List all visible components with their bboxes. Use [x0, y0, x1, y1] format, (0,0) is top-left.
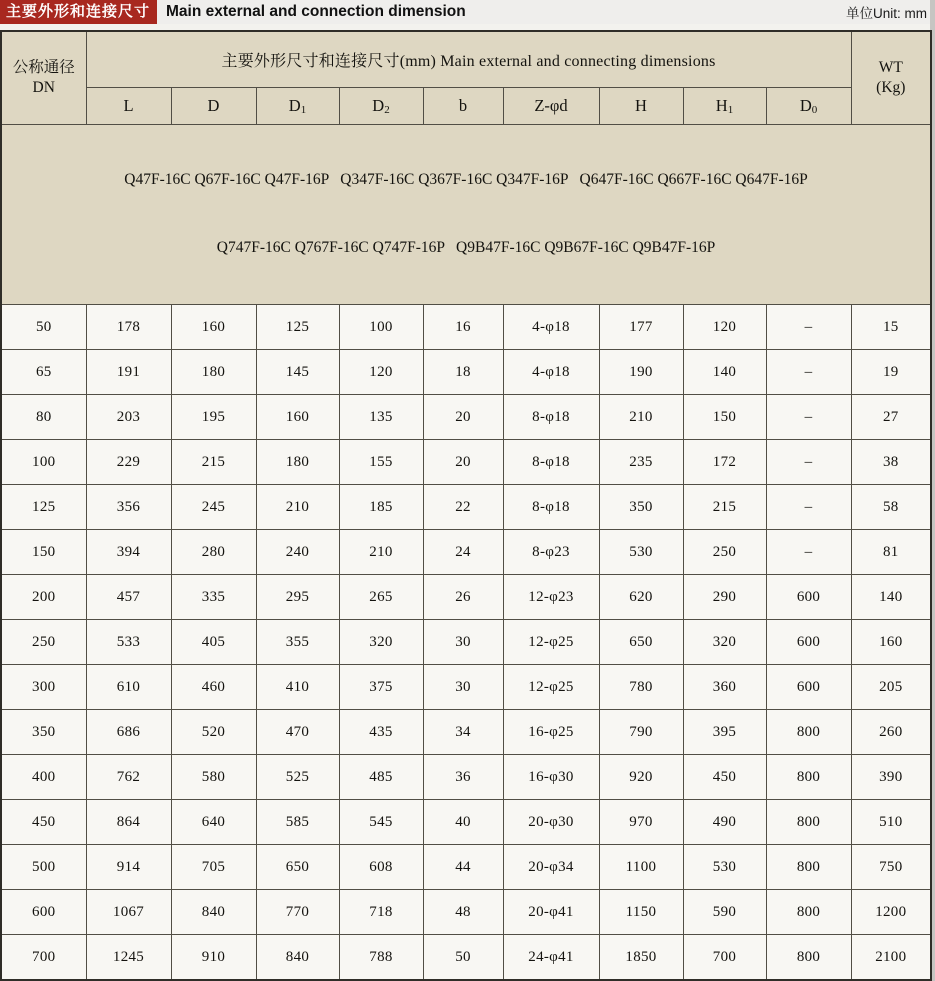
cell-b: 20: [423, 440, 503, 485]
column-header-zphid: Z-φd: [503, 87, 599, 124]
cell-d: 180: [171, 350, 256, 395]
cell-d: 335: [171, 575, 256, 620]
cell-z-phi-d: 8-φ23: [503, 530, 599, 575]
cell-d0: –: [766, 350, 851, 395]
cell-dn: 500: [1, 845, 86, 890]
cell-h1: 172: [683, 440, 766, 485]
cell-wt: 27: [851, 395, 931, 440]
cell-d1: 355: [256, 620, 339, 665]
model-codes-cell: [1, 124, 931, 305]
cell-d2: 788: [339, 935, 423, 980]
cell-d2: 185: [339, 485, 423, 530]
wt-unit-label: (Kg): [876, 78, 906, 96]
cell-z-phi-d: 20-φ41: [503, 890, 599, 935]
cell-h1: 490: [683, 800, 766, 845]
cell-d0: 600: [766, 665, 851, 710]
cell-d0: 600: [766, 575, 851, 620]
cell-z-phi-d: 20-φ30: [503, 800, 599, 845]
cell-d: 705: [171, 845, 256, 890]
cell-d0: 800: [766, 710, 851, 755]
cell-h: 650: [599, 620, 683, 665]
cell-d1: 210: [256, 485, 339, 530]
cell-d: 640: [171, 800, 256, 845]
cell-d2: 320: [339, 620, 423, 665]
cell-l: 203: [86, 395, 171, 440]
cell-d: 245: [171, 485, 256, 530]
cell-z-phi-d: 4-φ18: [503, 305, 599, 350]
cell-d1: 160: [256, 395, 339, 440]
cell-dn: 65: [1, 350, 86, 395]
cell-h1: 120: [683, 305, 766, 350]
cell-dn: 150: [1, 530, 86, 575]
cell-d0: 800: [766, 800, 851, 845]
title-bar: [0, 0, 930, 24]
cell-l: 178: [86, 305, 171, 350]
column-header-d0: $D_0$: [766, 87, 851, 124]
cell-d: 580: [171, 755, 256, 800]
cell-dn: 80: [1, 395, 86, 440]
cell-l: 457: [86, 575, 171, 620]
cell-b: 26: [423, 575, 503, 620]
cell-h: 970: [599, 800, 683, 845]
cell-z-phi-d: 8-φ18: [503, 440, 599, 485]
cell-d0: –: [766, 530, 851, 575]
cell-h: 920: [599, 755, 683, 800]
cell-h: 350: [599, 485, 683, 530]
column-header-d1: $D_1$: [256, 87, 339, 124]
unit-label: 单位Unit: mm: [846, 6, 927, 21]
cell-d2: 135: [339, 395, 423, 440]
cell-d2: 608: [339, 845, 423, 890]
dn-label-en: DN: [32, 78, 55, 96]
table-row: [1, 440, 931, 485]
cell-b: 20: [423, 395, 503, 440]
cell-d0: 800: [766, 845, 851, 890]
cell-d: 215: [171, 440, 256, 485]
cell-d1: 295: [256, 575, 339, 620]
cell-wt: 140: [851, 575, 931, 620]
cell-dn: 400: [1, 755, 86, 800]
cell-d: 460: [171, 665, 256, 710]
cell-h: 210: [599, 395, 683, 440]
cell-d: 195: [171, 395, 256, 440]
wt-label: WT: [878, 59, 903, 77]
cell-d: 280: [171, 530, 256, 575]
cell-wt: 2100: [851, 935, 931, 980]
cell-wt: 15: [851, 305, 931, 350]
cell-d2: 435: [339, 710, 423, 755]
cell-dn: 350: [1, 710, 86, 755]
cell-h1: 395: [683, 710, 766, 755]
cell-d2: 485: [339, 755, 423, 800]
cell-b: 40: [423, 800, 503, 845]
cell-dn: 200: [1, 575, 86, 620]
table-row: [1, 350, 931, 395]
column-header-group: 主要外形尺寸和连接尺寸(mm) Main external and connecting dimensions: [86, 31, 851, 87]
cell-h: 1150: [599, 890, 683, 935]
header-row-columns: [1, 87, 931, 124]
cell-z-phi-d: 24-φ41: [503, 935, 599, 980]
cell-z-phi-d: 20-φ34: [503, 845, 599, 890]
cell-h1: 590: [683, 890, 766, 935]
cell-d1: 410: [256, 665, 339, 710]
table-row: [1, 485, 931, 530]
table-row: [1, 800, 931, 845]
cell-d2: 265: [339, 575, 423, 620]
cell-dn: 100: [1, 440, 86, 485]
cell-wt: 38: [851, 440, 931, 485]
cell-h: 530: [599, 530, 683, 575]
cell-d: 405: [171, 620, 256, 665]
cell-h: 177: [599, 305, 683, 350]
cell-h: 235: [599, 440, 683, 485]
table-row: [1, 890, 931, 935]
cell-b: 16: [423, 305, 503, 350]
cell-d: 160: [171, 305, 256, 350]
header-row-group: [1, 31, 931, 87]
column-header-wt: [851, 31, 931, 124]
table-row: [1, 665, 931, 710]
cell-wt: 510: [851, 800, 931, 845]
table-row: [1, 845, 931, 890]
cell-h1: 530: [683, 845, 766, 890]
cell-h: 790: [599, 710, 683, 755]
cell-wt: 160: [851, 620, 931, 665]
cell-wt: 1200: [851, 890, 931, 935]
cell-d2: 155: [339, 440, 423, 485]
section-badge: 主要外形和连接尺寸: [0, 0, 157, 24]
cell-h: 1100: [599, 845, 683, 890]
cell-h1: 140: [683, 350, 766, 395]
cell-l: 394: [86, 530, 171, 575]
cell-dn: 700: [1, 935, 86, 980]
cell-dn: 125: [1, 485, 86, 530]
cell-b: 44: [423, 845, 503, 890]
cell-l: 1067: [86, 890, 171, 935]
cell-b: 50: [423, 935, 503, 980]
cell-z-phi-d: 16-φ30: [503, 755, 599, 800]
cell-d1: 125: [256, 305, 339, 350]
cell-h1: 150: [683, 395, 766, 440]
cell-d1: 240: [256, 530, 339, 575]
cell-d0: 800: [766, 890, 851, 935]
cell-d1: 180: [256, 440, 339, 485]
model-codes-row: [1, 124, 931, 305]
cell-d1: 650: [256, 845, 339, 890]
cell-b: 30: [423, 665, 503, 710]
cell-l: 686: [86, 710, 171, 755]
dimension-table: [0, 30, 932, 981]
table-row: [1, 755, 931, 800]
cell-d: 520: [171, 710, 256, 755]
model-codes-line1: Q47F-16C Q67F-16C Q47F-16P Q347F-16C Q367F-16C Q347F-16P Q647F-16C Q667F-16C Q647F-16P: [124, 171, 808, 189]
cell-d2: 375: [339, 665, 423, 710]
cell-d0: –: [766, 485, 851, 530]
cell-l: 914: [86, 845, 171, 890]
cell-d1: 585: [256, 800, 339, 845]
cell-d: 910: [171, 935, 256, 980]
cell-d1: 770: [256, 890, 339, 935]
column-header-b: b: [423, 87, 503, 124]
cell-d2: 100: [339, 305, 423, 350]
table-row: [1, 935, 931, 980]
cell-b: 36: [423, 755, 503, 800]
cell-wt: 750: [851, 845, 931, 890]
cell-h1: 360: [683, 665, 766, 710]
cell-wt: 81: [851, 530, 931, 575]
cell-l: 356: [86, 485, 171, 530]
column-header-h1: $H_1$: [683, 87, 766, 124]
cell-b: 24: [423, 530, 503, 575]
cell-d0: 600: [766, 620, 851, 665]
cell-wt: 260: [851, 710, 931, 755]
cell-l: 762: [86, 755, 171, 800]
cell-z-phi-d: 12-φ25: [503, 620, 599, 665]
cell-b: 48: [423, 890, 503, 935]
cell-z-phi-d: 12-φ25: [503, 665, 599, 710]
cell-b: 22: [423, 485, 503, 530]
cell-z-phi-d: 4-φ18: [503, 350, 599, 395]
cell-b: 18: [423, 350, 503, 395]
column-header-d2: $D_2$: [339, 87, 423, 124]
cell-d0: 800: [766, 755, 851, 800]
cell-dn: 250: [1, 620, 86, 665]
cell-d2: 545: [339, 800, 423, 845]
cell-d0: –: [766, 440, 851, 485]
table-row: [1, 530, 931, 575]
column-header-h: H: [599, 87, 683, 124]
table-row: [1, 395, 931, 440]
cell-l: 229: [86, 440, 171, 485]
cell-l: 864: [86, 800, 171, 845]
model-codes-line2: Q747F-16C Q767F-16C Q747F-16P Q9B47F-16C Q9B67F-16C Q9B47F-16P: [216, 238, 716, 256]
cell-b: 34: [423, 710, 503, 755]
cell-l: 533: [86, 620, 171, 665]
cell-h1: 320: [683, 620, 766, 665]
cell-z-phi-d: 8-φ18: [503, 485, 599, 530]
cell-h: 190: [599, 350, 683, 395]
cell-wt: 19: [851, 350, 931, 395]
cell-l: 1245: [86, 935, 171, 980]
cell-d2: 210: [339, 530, 423, 575]
cell-h1: 450: [683, 755, 766, 800]
table-row: [1, 305, 931, 350]
cell-wt: 58: [851, 485, 931, 530]
cell-z-phi-d: 16-φ25: [503, 710, 599, 755]
table-body: [1, 305, 931, 980]
cell-dn: 300: [1, 665, 86, 710]
cell-d2: 120: [339, 350, 423, 395]
cell-wt: 390: [851, 755, 931, 800]
dn-label-cn: 公称通径: [12, 59, 75, 77]
cell-d2: 718: [339, 890, 423, 935]
cell-d0: –: [766, 305, 851, 350]
cell-dn: 600: [1, 890, 86, 935]
cell-wt: 205: [851, 665, 931, 710]
cell-d1: 145: [256, 350, 339, 395]
cell-h: 1850: [599, 935, 683, 980]
cell-h: 780: [599, 665, 683, 710]
cell-l: 191: [86, 350, 171, 395]
cell-dn: 50: [1, 305, 86, 350]
page-title: Main external and connection dimension: [166, 3, 466, 20]
cell-z-phi-d: 12-φ23: [503, 575, 599, 620]
cell-d1: 470: [256, 710, 339, 755]
cell-b: 30: [423, 620, 503, 665]
table-row: [1, 575, 931, 620]
cell-d1: 525: [256, 755, 339, 800]
table-row: [1, 710, 931, 755]
cell-d: 840: [171, 890, 256, 935]
column-header-dn: [1, 31, 86, 124]
cell-d0: 800: [766, 935, 851, 980]
cell-z-phi-d: 8-φ18: [503, 395, 599, 440]
cell-h1: 700: [683, 935, 766, 980]
column-header-l: L: [86, 87, 171, 124]
cell-h1: 250: [683, 530, 766, 575]
cell-l: 610: [86, 665, 171, 710]
column-header-d: D: [171, 87, 256, 124]
cell-h1: 215: [683, 485, 766, 530]
cell-d1: 840: [256, 935, 339, 980]
cell-h: 620: [599, 575, 683, 620]
cell-dn: 450: [1, 800, 86, 845]
cell-h1: 290: [683, 575, 766, 620]
table-row: [1, 620, 931, 665]
cell-d0: –: [766, 395, 851, 440]
